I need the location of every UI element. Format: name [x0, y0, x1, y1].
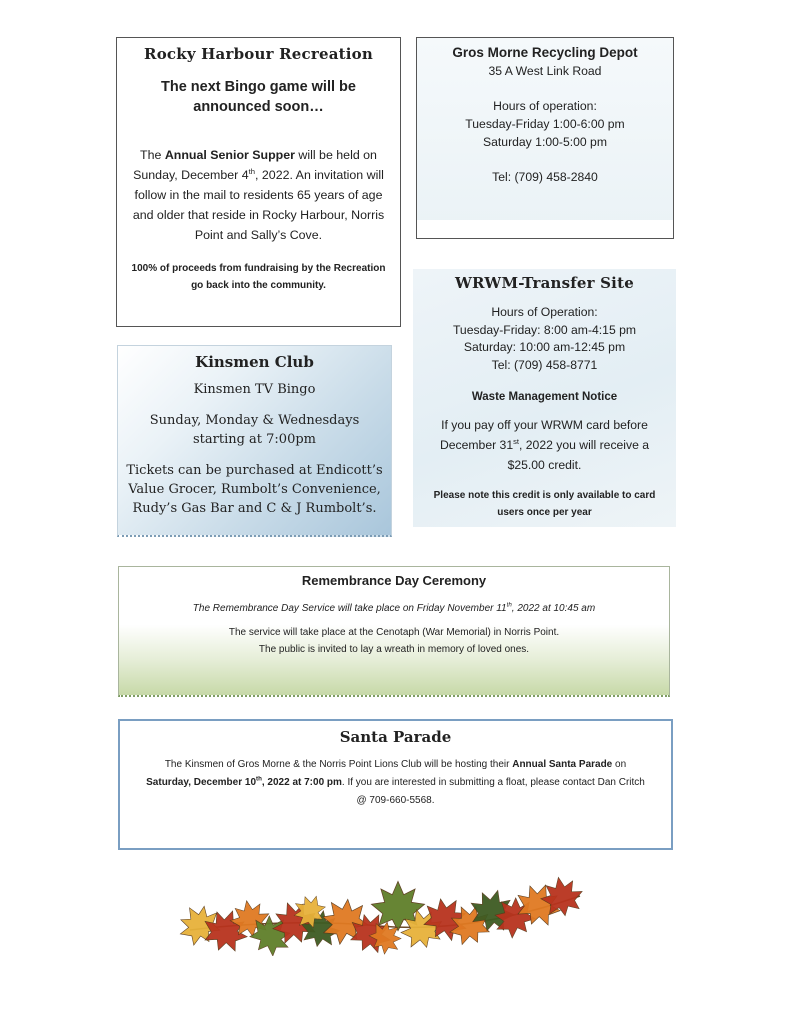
wrwm-hours-label: Hours of Operation: — [491, 305, 598, 319]
rocky-harbour-recreation-box — [116, 37, 401, 327]
recycling-weekday-hours: Tuesday-Friday 1:00-6:00 pm — [465, 117, 625, 131]
recycling-depot-box — [416, 37, 674, 239]
kinsmen-tv-bingo: Kinsmen TV Bingo — [193, 382, 316, 397]
wrwm-saturday-hours: Saturday: 10:00 am-12:45 pm — [463, 340, 626, 354]
rocky-harbour-title: Rocky Harbour Recreation — [144, 45, 373, 63]
remembrance-invite: The public is invited to lay a wreath in memory of loved ones. — [258, 644, 530, 655]
wrwm-phone: Tel: (709) 458-8771 — [491, 357, 598, 372]
remembrance-service-time: The Remembrance Day Service will take place on Friday November 11th, 2022 at 10:45 am — [192, 601, 596, 614]
kinsmen-days: Sunday, Monday & Wednesdays starting at 7:00pm — [149, 413, 360, 447]
senior-supper-text: The Annual Senior Supper will be held on Sunday, December 4th, 2022. An invitation will follow in the mail to residents 65 years of age and older that reside in Rocky Harbour, Norris Point and Sally’s Cove. — [132, 148, 385, 242]
wrwm-weekday-hours: Tuesday-Friday: 8:00 am-4:15 pm — [452, 322, 637, 337]
wrwm-transfer-site-box — [413, 269, 676, 527]
recycling-depot-title: Gros Morne Recycling Depot — [452, 45, 638, 60]
santa-parade-text: The Kinsmen of Gros Morne & the Norris Point Lions Club will be hosting their Annual Santa Parade on Saturday, December 10th, 2022 at 7:00 pm. If you are interested in submitting a float, please contact Dan Critch @ 709-660-5568. — [146, 759, 645, 806]
remembrance-day-box — [118, 566, 670, 697]
remembrance-title: Remembrance Day Ceremony — [301, 573, 487, 588]
recycling-saturday-hours: Saturday 1:00-5:00 pm — [483, 135, 607, 149]
recycling-hours-label: Hours of operation: — [493, 99, 597, 113]
santa-parade-box — [118, 719, 673, 850]
kinsmen-club-box — [117, 345, 392, 537]
recycling-address: 35 A West Link Road — [488, 64, 602, 78]
kinsmen-tickets: Tickets can be purchased at Endicott’s Value Grocer, Rumbolt’s Convenience, Rudy’s Gas Bar and C & J Rumbolt’s. — [126, 463, 383, 516]
bingo-announcement: The next Bingo game will be announced soon… — [161, 79, 356, 115]
recycling-phone: Tel: (709) 458-2840 — [492, 170, 598, 184]
remembrance-location: The service will take place at the Cenotaph (War Memorial) in Norris Point. — [228, 627, 560, 638]
wrwm-title: WRWM-Transfer Site — [455, 274, 634, 292]
kinsmen-title: Kinsmen Club — [195, 353, 314, 371]
proceeds-note: 100% of proceeds from fundraising by the Recreation go back into the community. — [131, 263, 386, 291]
autumn-leaves-icon — [170, 868, 590, 956]
wrwm-credit-text: If you pay off your WRWM card before December 31st, 2022 you will receive a $25.00 credit. — [439, 418, 650, 472]
santa-parade-title: Santa Parade — [339, 728, 452, 746]
wrwm-credit-note: Please note this credit is only available to card users once per year — [433, 490, 656, 518]
waste-management-notice-title: Waste Management Notice — [471, 391, 618, 403]
